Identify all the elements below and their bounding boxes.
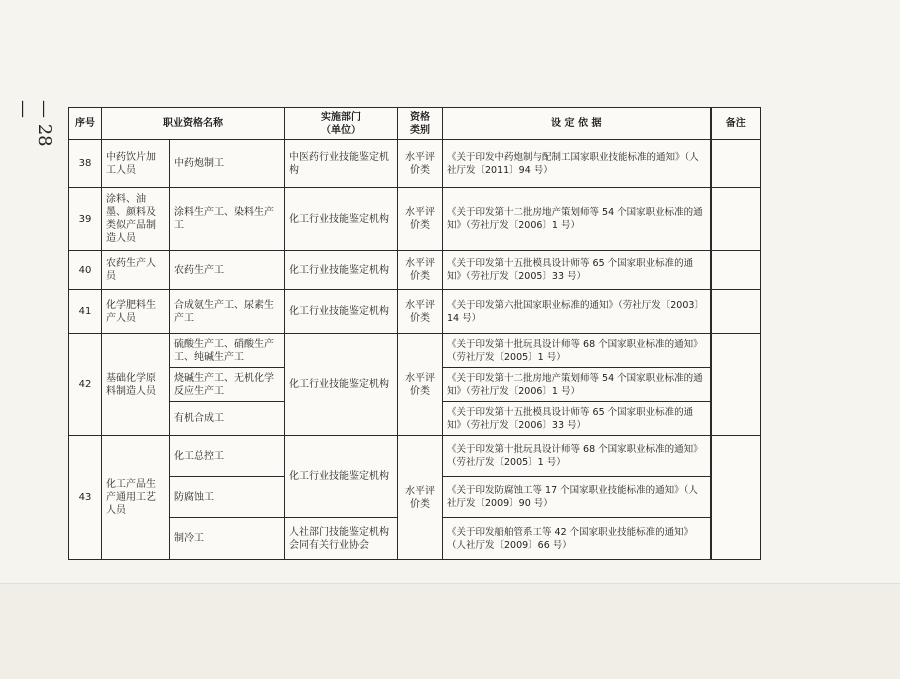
basis-cell: 《关于印发第十五批模具设计师等 65 个国家职业标准的通知》（劳社厅发〔2005〕33 号） xyxy=(443,251,711,290)
header-type-line1: 资格 xyxy=(410,111,430,123)
type-cell: 水平评价类 xyxy=(398,140,443,188)
basis-cell: 《关于印发第十二批房地产策划师等 54 个国家职业标准的通知》（劳社厅发〔2006〕1 号） xyxy=(443,188,711,251)
dept-cell: 人社部门技能鉴定机构会同有关行业协会 xyxy=(285,518,398,560)
table-row xyxy=(69,436,761,477)
dept-cell: 化工行业技能鉴定机构 xyxy=(285,290,398,334)
basis-cell: 《关于印发第十批玩具设计师等 68 个国家职业标准的通知》（劳社厅发〔2005〕1 号） xyxy=(443,436,711,477)
header-name: 职业资格名称 xyxy=(102,108,285,140)
header-dept-line1: 实施部门 xyxy=(321,111,361,123)
header-dept-line2: （单位） xyxy=(321,124,361,136)
type-cell: 水平评价类 xyxy=(398,436,443,560)
basis-cell: 《关于印发第十五批模具设计师等 65 个国家职业标准的通知》（劳社厅发〔2006〕33 号） xyxy=(443,402,711,436)
remark-cell xyxy=(711,251,761,290)
category-cell: 涂料、油墨、颜料及类似产品制造人员 xyxy=(102,188,170,251)
basis-cell: 《关于印发防腐蚀工等 17 个国家职业技能标准的通知》（人社厅发〔2009〕90 号） xyxy=(443,477,711,518)
remark-cell xyxy=(711,334,761,436)
header-no: 序号 xyxy=(69,108,102,140)
page-number: — 28 — xyxy=(13,100,55,147)
occupation-cell: 有机合成工 xyxy=(170,402,285,436)
remark-cell xyxy=(711,188,761,251)
table-header-row xyxy=(69,108,761,140)
row-no: 41 xyxy=(69,290,102,334)
occupation-cell: 农药生产工 xyxy=(170,251,285,290)
occupation-cell: 制冷工 xyxy=(170,518,285,560)
category-cell: 农药生产人员 xyxy=(102,251,170,290)
header-type-line2: 类别 xyxy=(410,124,430,136)
dept-cell: 化工行业技能鉴定机构 xyxy=(285,251,398,290)
basis-cell: 《关于印发第十批玩具设计师等 68 个国家职业标准的通知》（劳社厅发〔2005〕1 号） xyxy=(443,334,711,368)
type-cell: 水平评价类 xyxy=(398,290,443,334)
dept-cell: 化工行业技能鉴定机构 xyxy=(285,188,398,251)
basis-cell: 《关于印发第十二批房地产策划师等 54 个国家职业标准的通知》（劳社厅发〔2006〕1 号） xyxy=(443,368,711,402)
row-no: 38 xyxy=(69,140,102,188)
header-basis: 设 定 依 据 xyxy=(443,108,711,140)
type-cell: 水平评价类 xyxy=(398,334,443,436)
occupation-cell: 防腐蚀工 xyxy=(170,477,285,518)
row-no: 39 xyxy=(69,188,102,251)
table-row xyxy=(69,140,761,188)
row-no: 40 xyxy=(69,251,102,290)
header-dept xyxy=(285,108,398,140)
table-row xyxy=(69,188,761,251)
row-no: 43 xyxy=(69,436,102,560)
occupation-cell: 化工总控工 xyxy=(170,436,285,477)
basis-cell: 《关于印发船舶管系工等 42 个国家职业技能标准的通知》（人社厅发〔2009〕66 号） xyxy=(443,518,711,560)
table-row xyxy=(69,290,761,334)
header-remark: 备注 xyxy=(711,108,761,140)
page-bottom-band xyxy=(0,583,900,679)
basis-cell: 《关于印发第六批国家职业标准的通知》（劳社厅发〔2003〕14 号） xyxy=(443,290,711,334)
row-no: 42 xyxy=(69,334,102,436)
occupation-cell: 涂料生产工、染料生产工 xyxy=(170,188,285,251)
category-cell: 化工产品生产通用工艺人员 xyxy=(102,436,170,560)
header-type xyxy=(398,108,443,140)
category-cell: 化学肥料生产人员 xyxy=(102,290,170,334)
occupation-cell: 中药炮制工 xyxy=(170,140,285,188)
remark-cell xyxy=(711,140,761,188)
type-cell: 水平评价类 xyxy=(398,188,443,251)
type-cell: 水平评价类 xyxy=(398,251,443,290)
category-cell: 基础化学原料制造人员 xyxy=(102,334,170,436)
table-row xyxy=(69,251,761,290)
occupation-cell: 合成氨生产工、尿素生产工 xyxy=(170,290,285,334)
remark-cell xyxy=(711,290,761,334)
occupation-cell: 烧碱生产工、无机化学反应生产工 xyxy=(170,368,285,402)
occupation-cell: 硫酸生产工、硝酸生产工、纯碱生产工 xyxy=(170,334,285,368)
remark-cell xyxy=(711,436,761,560)
dept-cell: 中医药行业技能鉴定机构 xyxy=(285,140,398,188)
basis-cell: 《关于印发中药炮制与配制工国家职业技能标准的通知》（人社厅发〔2011〕94 号） xyxy=(443,140,711,188)
dept-cell: 化工行业技能鉴定机构 xyxy=(285,436,398,518)
dept-cell: 化工行业技能鉴定机构 xyxy=(285,334,398,436)
category-cell: 中药饮片加工人员 xyxy=(102,140,170,188)
qualification-table xyxy=(68,107,761,560)
table-row xyxy=(69,334,761,368)
